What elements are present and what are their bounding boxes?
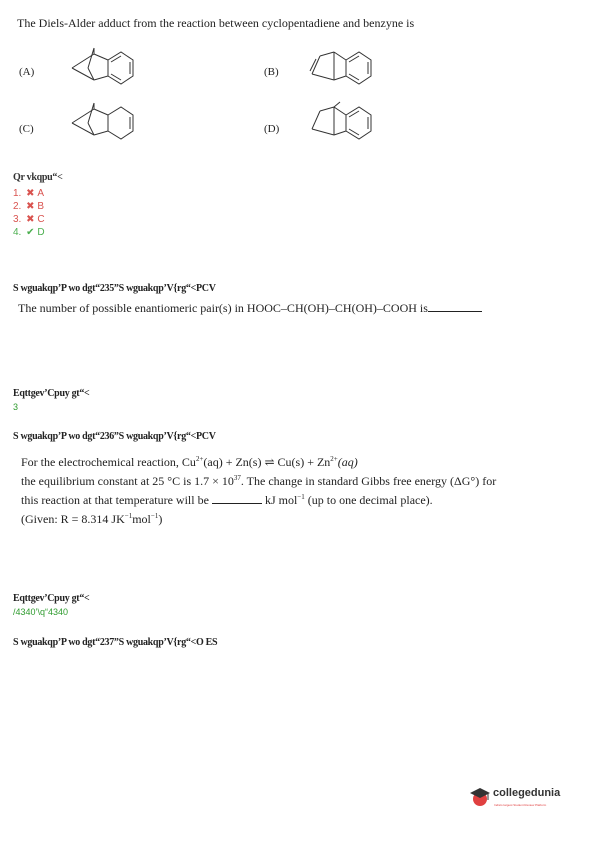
option-d-label: (D)	[264, 123, 280, 135]
q4-heading: S wguakqp’P wo dgt“237”S wguakqp’V{rg“<O ES	[13, 637, 218, 648]
superscript-exponent: −1	[297, 493, 305, 501]
q3-given-part-c: )	[158, 512, 163, 526]
q3-line-3-part-c: (up to one decimal place).	[304, 493, 433, 507]
q3-line-3-unit: kJ mol	[264, 493, 298, 507]
q3-line-1-part-c: (aq)	[337, 455, 358, 469]
graduation-cap-icon	[469, 786, 491, 808]
option-a-label: (A)	[19, 66, 35, 78]
q2-correct-answer: 3	[13, 402, 19, 412]
q3-line-3	[21, 489, 561, 508]
answer-option-4	[13, 226, 45, 239]
superscript-charge: 2+	[195, 455, 204, 463]
check-icon: ✔	[26, 227, 35, 238]
q3-line-1	[21, 451, 561, 470]
answer-option-1	[13, 187, 45, 200]
answer-number: 2.	[13, 201, 22, 212]
option-a-structure	[64, 46, 136, 92]
option-d-structure	[306, 101, 378, 147]
option-c-label: (C)	[19, 123, 34, 135]
answer-option-text: A	[37, 188, 45, 199]
question-1-text: The Diels-Alder adduct from the reaction between cyclopentadiene and benzyne is	[17, 16, 415, 30]
logo-name: collegedunia	[493, 787, 561, 799]
answer-option-2	[13, 200, 45, 213]
option-b-label: (B)	[264, 66, 279, 78]
answer-number: 1.	[13, 188, 22, 199]
option-c-structure	[64, 101, 136, 147]
question-2-text	[18, 301, 482, 316]
cross-icon: ✖	[26, 188, 35, 199]
superscript-exponent: −1	[150, 512, 159, 520]
superscript-exponent: −1	[124, 512, 133, 520]
answer-number: 4.	[13, 227, 22, 238]
answer-option-text: B	[37, 201, 45, 212]
q3-line-3-part-a: this reaction at that temperature will be	[21, 493, 209, 507]
question-3-text	[21, 451, 561, 527]
answer-blank	[212, 493, 262, 504]
answer-number: 3.	[13, 214, 22, 225]
superscript-charge: 2+	[330, 455, 338, 463]
superscript-exponent: 37	[233, 474, 241, 482]
q3-given	[21, 508, 561, 527]
answer-option-3	[13, 213, 45, 226]
option-b-structure	[306, 46, 378, 92]
q3-line-2	[21, 470, 561, 489]
cross-icon: ✖	[26, 214, 35, 225]
q3-heading: S wguakqp’P wo dgt“236”S wguakqp’V{rg“<PCV	[13, 431, 216, 442]
q3-correct-answer: /4340’\q“4340	[13, 607, 69, 617]
q1-answer-list	[13, 187, 45, 239]
answer-option-text: D	[37, 227, 45, 238]
q1-options-heading: Qr vkqpu“<	[13, 172, 63, 183]
question-2-body: The number of possible enantiomeric pair(s) in HOOC–CH(OH)–CH(OH)–COOH is	[18, 301, 428, 315]
q3-line-2-part-a: the equilibrium constant at 25 °C is 1.7 × 10	[21, 474, 234, 488]
q3-given-part-a: (Given: R = 8.314 JK	[21, 512, 125, 526]
q3-line-1-part-a: For the electrochemical reaction, Cu	[21, 455, 196, 469]
collegedunia-logo	[469, 784, 569, 810]
logo-tagline: India's largest Student Review Platform	[494, 803, 547, 807]
q2-correct-answer-heading: Eqttgev’Cpuy gt“<	[13, 388, 90, 399]
answer-blank	[428, 301, 482, 312]
q3-given-part-b: mol	[132, 512, 151, 526]
q3-correct-answer-heading: Eqttgev’Cpuy gt“<	[13, 593, 90, 604]
answer-option-text: C	[37, 214, 45, 225]
cross-icon: ✖	[26, 201, 35, 212]
q3-line-1-part-b: (aq) + Zn(s) ⇌ Cu(s) + Zn	[203, 455, 331, 469]
q3-line-2-part-b: . The change in standard Gibbs free energy (ΔG°) for	[240, 474, 497, 488]
q2-heading: S wguakqp’P wo dgt“235”S wguakqp’V{rg“<PCV	[13, 283, 216, 294]
